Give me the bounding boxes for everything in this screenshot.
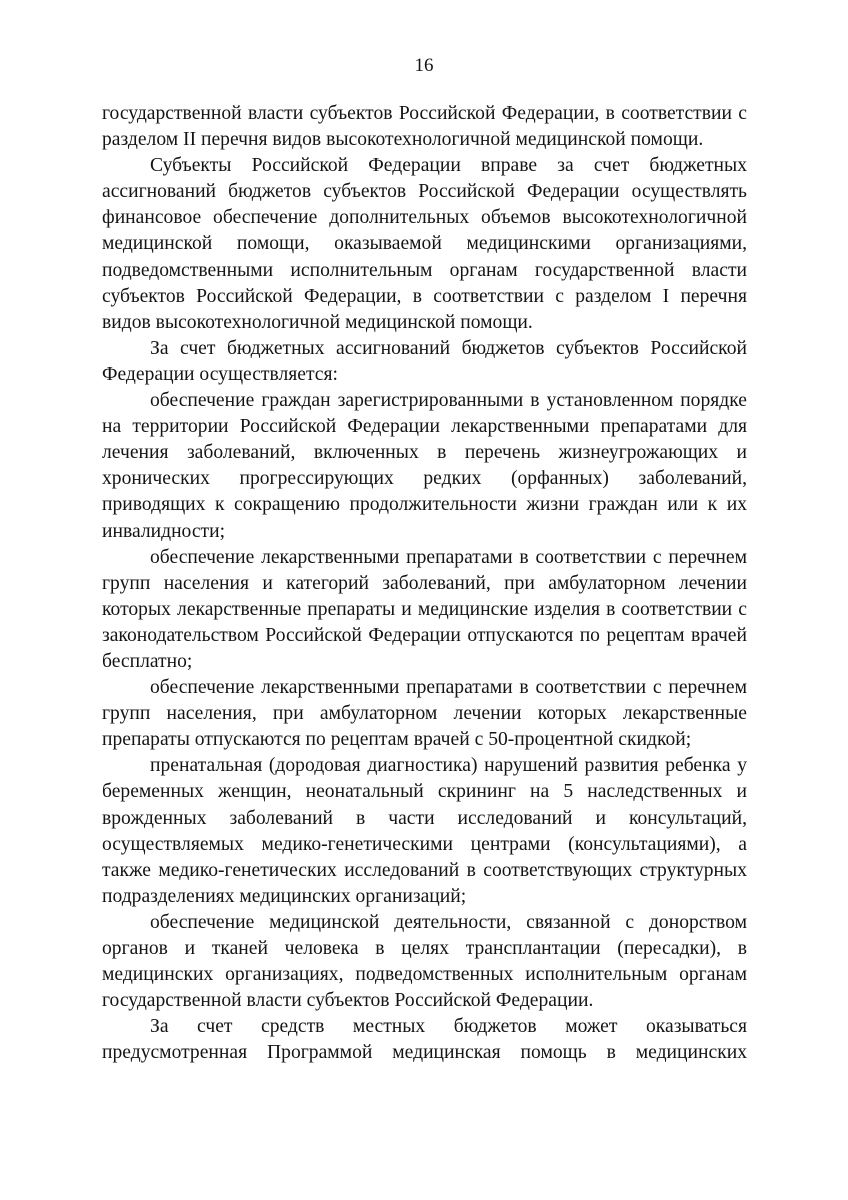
paragraph-regions-funding: Субъекты Российской Федерации вправе за счет бюджетных ассигнований бюджетов субъектов Российской Федерации осуществлять финансовое обеспечение дополнительных объемов высокотехнологичной медицинской помощи, оказываемой медицинскими организациями, подведомственными исполнительным органам государственной власти субъектов Российской Федерации, в соответствии с разделом I перечня видов высокотехнологичной медицинской помощи. (102, 155, 747, 333)
document-body (102, 101, 747, 1066)
paragraph-orphan-diseases: обеспечение граждан зарегистрированными в установленном порядке на территории Российской Федерации лекарственными препаратами для лечения заболеваний, включенных в перечень жизнеугрожающих и хронических прогрессирующих редких (орфанных) заболеваний, приводящих к сокращению продолжительности жизни граждан или к их инвалидности; (102, 390, 747, 542)
page-number: 16 (414, 55, 434, 76)
paragraph-budget-intro: За счет бюджетных ассигнований бюджетов субъектов Российской Федерации осуществляется: (102, 337, 747, 385)
paragraph-continuation: государственной власти субъектов Российской Федерации, в соответствии с разделом II перечня видов высокотехнологичной медицинской помощи. (102, 103, 747, 151)
paragraph-organ-donation: обеспечение медицинской деятельности, связанной с донорством органов и тканей человека в целях трансплантации (пересадки), в медицинских организациях, подведомственных исполнительным органам государственной власти субъектов Российской Федерации. (102, 911, 747, 1012)
paragraph-local-budgets: За счет средств местных бюджетов может оказываться предусмотренная Программой медицинская помощь в медицинских (102, 1016, 747, 1064)
paragraph-free-prescriptions: обеспечение лекарственными препаратами в соответствии с перечнем групп населения и категорий заболеваний, при амбулаторном лечении которых лекарственные препараты и медицинские изделия в соответствии с законодательством Российской Федерации отпускаются по рецептам врачей бесплатно; (102, 546, 747, 672)
paragraph-discount-prescriptions: обеспечение лекарственными препаратами в соответствии с перечнем групп населения, при амбулаторном лечении которых лекарственные препараты отпускаются по рецептам врачей с 50-процентной скидкой; (102, 677, 747, 751)
paragraph-prenatal-diagnostics: пренатальная (дородовая диагностика) нарушений развития ребенка у беременных женщин, неонатальный скрининг на 5 наследственных и врожденных заболеваний в части исследований и консультаций, осуществляемых медико-генетическими центрами (консультациями), а также медико-генетических исследований в соответствующих структурных подразделениях медицинских организаций; (102, 755, 747, 907)
